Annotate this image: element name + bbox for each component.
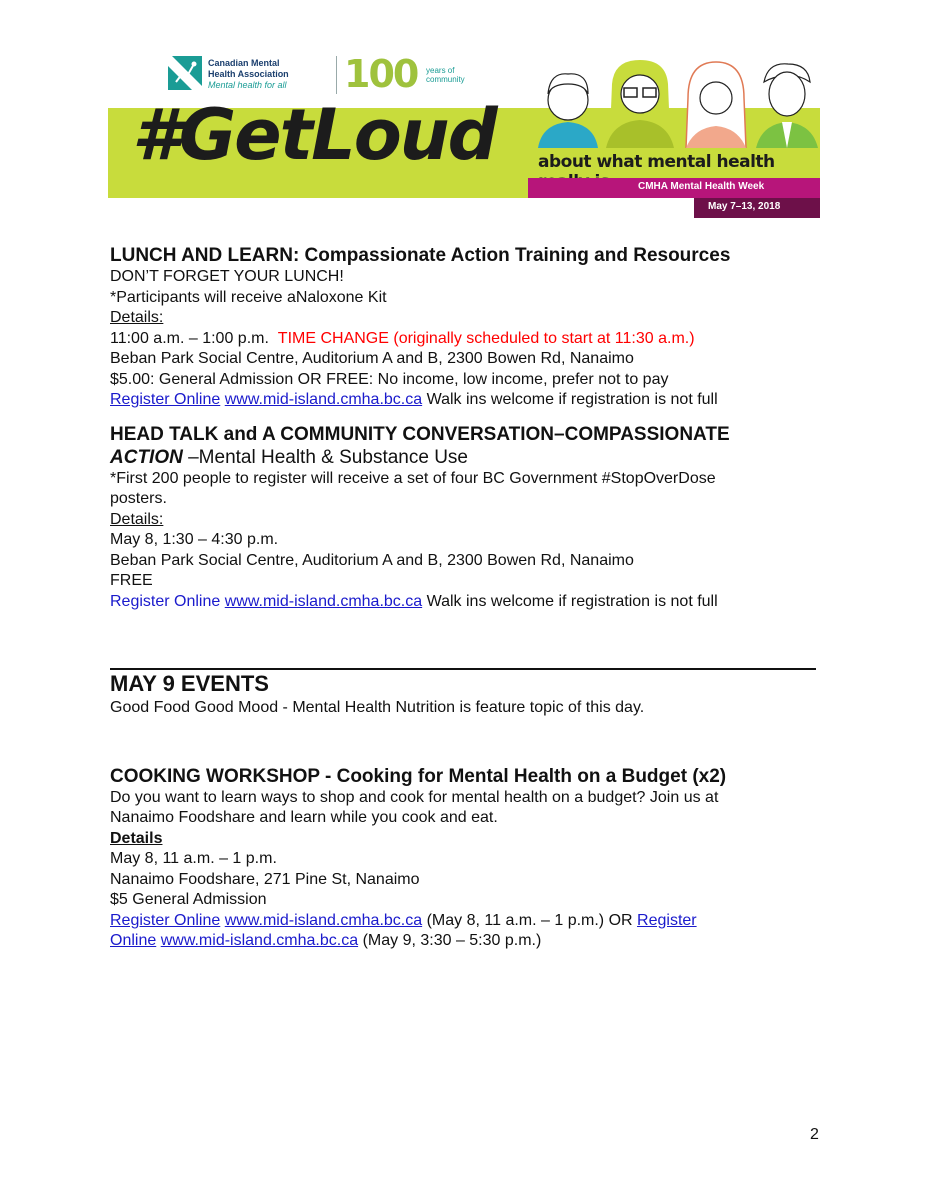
years-line2: community [426,75,465,84]
page-content [110,244,830,952]
lunch-time-row [110,329,830,350]
org-tagline: Mental health for all [208,80,287,90]
headtalk-url-link[interactable]: www.mid-island.cmha.bc.ca [224,592,423,610]
headtalk-title: HEAD TALK and A COMMUNITY CONVERSATION–COMPASSIONATE [110,423,730,445]
org-line2: Health Association [208,69,289,79]
lunch-and-learn-section [110,244,830,411]
may9-section [110,670,830,719]
headtalk-location: Beban Park Social Centre, Auditorium A and B, 2300 Bowen Rd, Nanaimo [110,551,634,569]
cooking-line2: Nanaimo Foodshare and learn while you cook and eat. [110,809,498,826]
person-2-illustration [606,60,674,148]
logo-divider [336,56,337,94]
week-dates-label: May 7–13, 2018 [708,201,781,212]
cooking-register-link-2[interactable]: Register [637,911,697,929]
cmha-logo-icon [168,56,202,90]
cooking-time-2: (May 9, 3:30 – 5:30 p.m.) [362,932,542,949]
headtalk-walkins: Walk ins welcome if registration is not full [426,592,718,610]
cooking-register-link-1[interactable]: Register Online [110,911,221,929]
headtalk-line2: posters. [110,490,167,507]
lunch-line2: *Participants will receive aNaloxone Kit [110,288,387,306]
header-banner [108,44,820,220]
cooking-register-row-2 [110,931,830,952]
cmha-logo [168,52,465,98]
lunch-line1: DON’T FORGET YOUR LUNCH! [110,268,344,285]
person-4-illustration [756,64,818,148]
org-line1: Canadian Mental [208,58,280,68]
lunch-price: $5.00: General Admission OR FREE: No income, low income, prefer not to pay [110,370,669,388]
lunch-register-link[interactable]: Register Online [110,391,221,408]
cooking-details-label: Details [110,829,163,847]
cooking-price: $5 General Admission [110,891,267,908]
person-1-illustration [538,74,598,148]
cooking-url-link-2[interactable]: www.mid-island.cmha.bc.ca [160,932,359,949]
lunch-time-change: TIME CHANGE (originally scheduled to start at 11:30 a.m.) [277,329,695,347]
lunch-time: 11:00 a.m. – 1:00 p.m. [110,329,269,347]
years-of-community [426,66,465,84]
cooking-title: COOKING WORKSHOP - Cooking for Mental Health on a Budget (x2) [110,765,727,787]
headtalk-details-label: Details: [110,510,164,528]
headtalk-date: May 8, 1:30 – 4:30 p.m. [110,531,279,548]
lunch-walkins: Walk ins welcome if registration is not full [426,391,718,408]
cmha-logo-text [208,58,289,91]
mental-health-week-label: CMHA Mental Health Week [638,181,765,192]
page-number: 2 [810,1126,819,1143]
headtalk-register-row [110,592,830,613]
headtalk-title-italic: ACTION [110,446,183,468]
people-illustration [536,54,820,148]
may9-desc: Good Food Good Mood - Mental Health Nutrition is feature topic of this day. [110,699,645,716]
lunch-details-label: Details: [110,309,164,326]
lunch-location: Beban Park Social Centre, Auditorium A and B, 2300 Bowen Rd, Nanaimo [110,350,634,367]
cooking-line1: Do you want to learn ways to shop and cook for mental health on a budget? Join us at [110,788,719,806]
years-line1: years of [426,66,455,75]
cooking-time-1: (May 8, 11 a.m. – 1 p.m.) OR [426,911,633,929]
headtalk-title-rest: –Mental Health & Substance Use [188,446,468,468]
cooking-url-link-1[interactable]: www.mid-island.cmha.bc.ca [224,911,423,929]
headtalk-line1: *First 200 people to register will receive a set of four BC Government #StopOverDose [110,469,716,487]
person-3-illustration [686,62,746,148]
cooking-date: May 8, 11 a.m. – 1 p.m. [110,850,277,867]
lunch-register-row [110,390,830,411]
cooking-register-link-2-cont[interactable]: Online [110,932,157,949]
lunch-title: LUNCH AND LEARN: Compassionate Action Training and Resources [110,245,731,266]
lunch-url-link[interactable]: www.mid-island.cmha.bc.ca [224,391,423,408]
may9-title: MAY 9 EVENTS [110,671,269,696]
hundred-years-mark: 100 [344,52,418,96]
headtalk-register-text[interactable]: Register Online [110,592,221,610]
headtalk-subtitle [110,446,830,469]
head-talk-section [110,423,830,613]
banner-tagline: about what mental health [538,152,775,172]
getloud-hashtag: #GetLoud [132,94,496,176]
cooking-section [110,765,830,952]
headtalk-price: FREE [110,572,153,589]
cooking-location: Nanaimo Foodshare, 271 Pine St, Nanaimo [110,870,420,888]
cooking-register-row-1 [110,911,830,932]
